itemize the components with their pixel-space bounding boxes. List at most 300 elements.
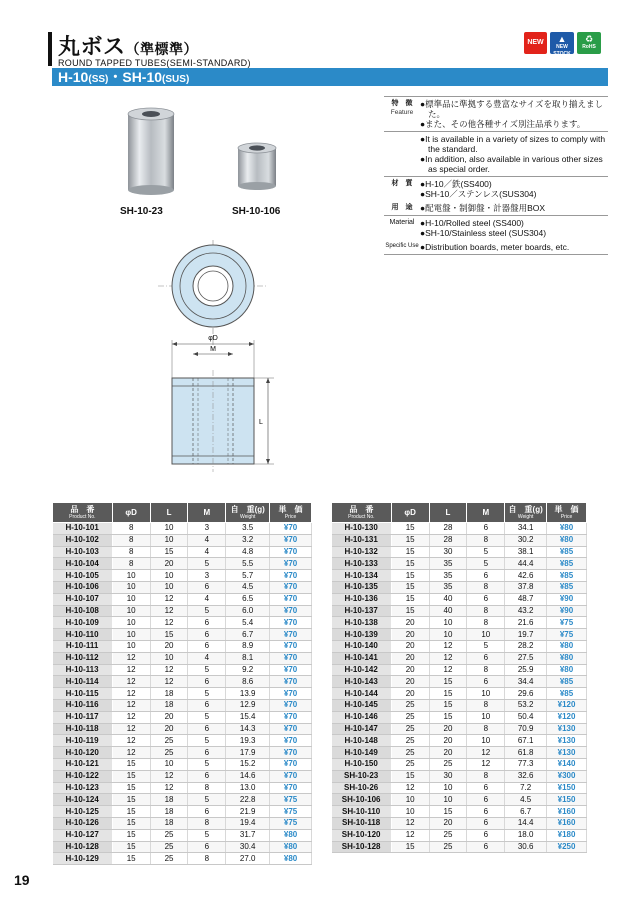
cell-price: ¥70 bbox=[270, 581, 312, 593]
cell-weight: 13.0 bbox=[226, 782, 270, 794]
product-photo-sh-10-23 bbox=[120, 104, 182, 196]
cell-weight: 22.8 bbox=[226, 794, 270, 806]
cell-diameter: 25 bbox=[391, 711, 429, 723]
cell-diameter: 10 bbox=[112, 605, 150, 617]
cell-thread: 10 bbox=[467, 735, 505, 747]
cell-price: ¥75 bbox=[270, 817, 312, 829]
cell-diameter: 25 bbox=[391, 699, 429, 711]
cell-length: 12 bbox=[429, 652, 467, 664]
cell-length: 12 bbox=[429, 640, 467, 652]
cell-product-no: H-10-137 bbox=[332, 605, 392, 617]
cell-diameter: 15 bbox=[112, 853, 150, 865]
table-row bbox=[53, 652, 312, 664]
cell-weight: 13.9 bbox=[226, 688, 270, 700]
cell-thread: 8 bbox=[467, 664, 505, 676]
cell-thread: 6 bbox=[467, 794, 505, 806]
cell-thread: 6 bbox=[188, 841, 226, 853]
cell-price: ¥150 bbox=[547, 794, 587, 806]
table-row bbox=[53, 581, 312, 593]
cell-thread: 6 bbox=[188, 770, 226, 782]
table-row bbox=[332, 806, 587, 818]
cell-diameter: 15 bbox=[112, 829, 150, 841]
cell-thread: 5 bbox=[188, 664, 226, 676]
cell-weight: 53.2 bbox=[505, 699, 547, 711]
cell-diameter: 20 bbox=[391, 688, 429, 700]
cell-price: ¥140 bbox=[547, 758, 587, 770]
cell-diameter: 20 bbox=[391, 652, 429, 664]
table-row bbox=[53, 817, 312, 829]
cell-price: ¥70 bbox=[270, 688, 312, 700]
table-row bbox=[332, 794, 587, 806]
use-jp: ●配電盤・制御盤・計器盤用BOX bbox=[420, 203, 546, 213]
cell-product-no: H-10-124 bbox=[53, 794, 113, 806]
col-d: φD bbox=[391, 503, 429, 523]
cell-diameter: 10 bbox=[112, 629, 150, 641]
cell-weight: 28.2 bbox=[505, 640, 547, 652]
cell-product-no: H-10-128 bbox=[53, 841, 113, 853]
cell-thread: 6 bbox=[188, 676, 226, 688]
cell-diameter: 10 bbox=[112, 581, 150, 593]
cell-thread: 8 bbox=[188, 853, 226, 865]
table-row bbox=[332, 664, 587, 676]
cell-length: 18 bbox=[150, 688, 188, 700]
cell-weight: 3.2 bbox=[226, 534, 270, 546]
table-row bbox=[332, 711, 587, 723]
cell-length: 10 bbox=[150, 523, 188, 535]
cell-length: 40 bbox=[429, 593, 467, 605]
cell-price: ¥75 bbox=[547, 629, 587, 641]
cell-weight: 30.4 bbox=[226, 841, 270, 853]
cell-thread: 6 bbox=[188, 629, 226, 641]
cell-thread: 3 bbox=[188, 570, 226, 582]
spec-table-left bbox=[52, 502, 312, 865]
cell-thread: 4 bbox=[188, 593, 226, 605]
table-row bbox=[332, 629, 587, 641]
cell-diameter: 10 bbox=[112, 617, 150, 629]
cell-product-no: SH-10-128 bbox=[332, 841, 392, 853]
cell-thread: 6 bbox=[467, 829, 505, 841]
cell-thread: 6 bbox=[467, 806, 505, 818]
cell-weight: 77.3 bbox=[505, 758, 547, 770]
cell-product-no: H-10-134 bbox=[332, 570, 392, 582]
col-price: 単 価 Price bbox=[270, 503, 312, 523]
material-label-en: Material bbox=[389, 219, 415, 226]
cell-diameter: 15 bbox=[391, 546, 429, 558]
cell-weight: 14.3 bbox=[226, 723, 270, 735]
cell-product-no: H-10-131 bbox=[332, 534, 392, 546]
table-row bbox=[332, 558, 587, 570]
cell-diameter: 10 bbox=[391, 794, 429, 806]
cell-length: 28 bbox=[429, 523, 467, 535]
cell-thread: 8 bbox=[188, 817, 226, 829]
cell-thread: 10 bbox=[467, 688, 505, 700]
cell-diameter: 15 bbox=[391, 558, 429, 570]
cell-thread: 6 bbox=[188, 747, 226, 759]
cell-thread: 8 bbox=[467, 770, 505, 782]
cell-thread: 8 bbox=[467, 699, 505, 711]
table-row bbox=[53, 688, 312, 700]
cell-thread: 8 bbox=[188, 782, 226, 794]
cell-product-no: H-10-145 bbox=[332, 699, 392, 711]
cell-product-no: H-10-102 bbox=[53, 534, 113, 546]
cell-price: ¥90 bbox=[547, 593, 587, 605]
cell-thread: 5 bbox=[188, 794, 226, 806]
table-row bbox=[53, 699, 312, 711]
cell-weight: 21.6 bbox=[505, 617, 547, 629]
cell-price: ¥70 bbox=[270, 699, 312, 711]
model-h-material: (SS) bbox=[88, 74, 109, 85]
cell-price: ¥70 bbox=[270, 546, 312, 558]
cell-length: 10 bbox=[150, 570, 188, 582]
title-accent-bar bbox=[48, 32, 52, 66]
cell-diameter: 15 bbox=[391, 770, 429, 782]
cell-length: 28 bbox=[429, 534, 467, 546]
table-row bbox=[332, 652, 587, 664]
table-row bbox=[332, 570, 587, 582]
model-sh: SH-10 bbox=[122, 69, 163, 85]
cell-product-no: H-10-143 bbox=[332, 676, 392, 688]
photo-label-right: SH-10-106 bbox=[232, 206, 281, 217]
cell-thread: 6 bbox=[188, 723, 226, 735]
cell-length: 10 bbox=[150, 652, 188, 664]
cell-diameter: 20 bbox=[391, 676, 429, 688]
cell-diameter: 15 bbox=[391, 523, 429, 535]
use-row-jp bbox=[384, 201, 608, 216]
feature-row-en bbox=[384, 132, 608, 177]
cell-product-no: H-10-108 bbox=[53, 605, 113, 617]
cell-product-no: H-10-149 bbox=[332, 747, 392, 759]
cell-weight: 4.5 bbox=[505, 794, 547, 806]
cell-product-no: H-10-105 bbox=[53, 570, 113, 582]
cell-length: 25 bbox=[150, 829, 188, 841]
feature-en-1: ●It is available in a variety of sizes to comply with the standard. bbox=[420, 134, 606, 154]
cell-product-no: H-10-135 bbox=[332, 581, 392, 593]
table-row bbox=[53, 617, 312, 629]
table-row bbox=[53, 782, 312, 794]
cell-price: ¥80 bbox=[547, 640, 587, 652]
cell-weight: 44.4 bbox=[505, 558, 547, 570]
cell-diameter: 15 bbox=[112, 758, 150, 770]
cell-price: ¥70 bbox=[270, 523, 312, 535]
cell-thread: 5 bbox=[467, 640, 505, 652]
cell-length: 25 bbox=[150, 841, 188, 853]
dim-m: M bbox=[210, 346, 216, 353]
cell-diameter: 15 bbox=[112, 841, 150, 853]
table-row bbox=[332, 581, 587, 593]
cell-weight: 32.6 bbox=[505, 770, 547, 782]
cell-length: 20 bbox=[429, 723, 467, 735]
cell-product-no: H-10-122 bbox=[53, 770, 113, 782]
cell-length: 30 bbox=[429, 770, 467, 782]
cell-length: 10 bbox=[429, 629, 467, 641]
cell-thread: 6 bbox=[467, 570, 505, 582]
table-row bbox=[53, 534, 312, 546]
cell-thread: 5 bbox=[188, 735, 226, 747]
cell-weight: 30.2 bbox=[505, 534, 547, 546]
table-row bbox=[332, 782, 587, 794]
cell-product-no: H-10-109 bbox=[53, 617, 113, 629]
cell-diameter: 20 bbox=[391, 617, 429, 629]
cell-thread: 12 bbox=[467, 758, 505, 770]
material-en-1: ●H-10/Rolled steel (SS400) bbox=[420, 218, 524, 228]
cell-thread: 6 bbox=[188, 617, 226, 629]
cell-price: ¥130 bbox=[547, 723, 587, 735]
cell-diameter: 15 bbox=[391, 534, 429, 546]
cell-weight: 6.7 bbox=[505, 806, 547, 818]
cell-length: 20 bbox=[150, 640, 188, 652]
cell-thread: 4 bbox=[188, 534, 226, 546]
cell-weight: 6.7 bbox=[226, 629, 270, 641]
cell-price: ¥70 bbox=[270, 676, 312, 688]
cell-product-no: H-10-116 bbox=[53, 699, 113, 711]
col-price: 単 価 Price bbox=[547, 503, 587, 523]
cell-product-no: H-10-141 bbox=[332, 652, 392, 664]
cell-length: 15 bbox=[150, 629, 188, 641]
model-banner bbox=[52, 68, 608, 86]
cell-price: ¥70 bbox=[270, 747, 312, 759]
cell-diameter: 10 bbox=[112, 570, 150, 582]
cell-length: 20 bbox=[150, 711, 188, 723]
cell-length: 12 bbox=[429, 664, 467, 676]
cell-diameter: 25 bbox=[391, 758, 429, 770]
cell-product-no: H-10-123 bbox=[53, 782, 113, 794]
cell-diameter: 8 bbox=[112, 558, 150, 570]
cell-weight: 5.4 bbox=[226, 617, 270, 629]
cell-weight: 6.5 bbox=[226, 593, 270, 605]
page-title: 丸ボス（準標準） bbox=[58, 34, 199, 59]
cell-weight: 15.2 bbox=[226, 758, 270, 770]
cell-price: ¥90 bbox=[547, 605, 587, 617]
cell-product-no: H-10-111 bbox=[53, 640, 113, 652]
cell-price: ¥130 bbox=[547, 747, 587, 759]
cell-price: ¥120 bbox=[547, 711, 587, 723]
page-subtitle-en: ROUND TAPPED TUBES(SEMI-STANDARD) bbox=[58, 58, 251, 68]
cell-price: ¥80 bbox=[547, 652, 587, 664]
cell-price: ¥70 bbox=[270, 664, 312, 676]
cell-thread: 8 bbox=[467, 534, 505, 546]
cell-length: 18 bbox=[150, 794, 188, 806]
table-row bbox=[53, 523, 312, 535]
dim-l: L bbox=[259, 419, 263, 426]
cell-diameter: 12 bbox=[391, 782, 429, 794]
table-row bbox=[332, 817, 587, 829]
feature-box bbox=[384, 96, 608, 255]
cell-diameter: 8 bbox=[112, 534, 150, 546]
cell-price: ¥70 bbox=[270, 629, 312, 641]
cell-thread: 5 bbox=[188, 711, 226, 723]
cell-length: 15 bbox=[429, 806, 467, 818]
cell-weight: 18.0 bbox=[505, 829, 547, 841]
cell-price: ¥70 bbox=[270, 617, 312, 629]
use-label-jp: 用 途 bbox=[391, 204, 413, 211]
cell-diameter: 10 bbox=[112, 640, 150, 652]
cell-product-no: H-10-113 bbox=[53, 664, 113, 676]
cell-price: ¥70 bbox=[270, 570, 312, 582]
cell-thread: 6 bbox=[188, 806, 226, 818]
cell-price: ¥80 bbox=[547, 534, 587, 546]
cell-weight: 29.6 bbox=[505, 688, 547, 700]
cell-length: 25 bbox=[429, 829, 467, 841]
cell-product-no: H-10-133 bbox=[332, 558, 392, 570]
cell-price: ¥80 bbox=[270, 829, 312, 841]
table-row bbox=[332, 735, 587, 747]
cell-length: 25 bbox=[150, 747, 188, 759]
cell-weight: 50.4 bbox=[505, 711, 547, 723]
cell-product-no: H-10-126 bbox=[53, 817, 113, 829]
cell-length: 15 bbox=[150, 546, 188, 558]
cell-length: 20 bbox=[150, 723, 188, 735]
use-label-en: Specific Use bbox=[385, 243, 419, 249]
table-row bbox=[53, 593, 312, 605]
cell-weight: 37.8 bbox=[505, 581, 547, 593]
cell-thread: 6 bbox=[467, 523, 505, 535]
feature-row-jp bbox=[384, 96, 608, 132]
cell-price: ¥70 bbox=[270, 735, 312, 747]
cell-price: ¥70 bbox=[270, 652, 312, 664]
cell-weight: 34.1 bbox=[505, 523, 547, 535]
cell-length: 25 bbox=[150, 853, 188, 865]
cell-weight: 3.5 bbox=[226, 523, 270, 535]
table-row bbox=[53, 806, 312, 818]
cell-thread: 4 bbox=[188, 652, 226, 664]
cell-diameter: 15 bbox=[112, 770, 150, 782]
cell-product-no: H-10-121 bbox=[53, 758, 113, 770]
cell-price: ¥160 bbox=[547, 806, 587, 818]
table-row bbox=[53, 747, 312, 759]
cell-length: 12 bbox=[150, 676, 188, 688]
rohs-badge: ♻ RoHS bbox=[577, 32, 601, 54]
table-row bbox=[53, 546, 312, 558]
cell-weight: 42.6 bbox=[505, 570, 547, 582]
cell-thread: 8 bbox=[467, 581, 505, 593]
cell-product-no: SH-10-23 bbox=[332, 770, 392, 782]
page-title-sub: （準標準） bbox=[125, 41, 199, 57]
cell-product-no: H-10-129 bbox=[53, 853, 113, 865]
cell-product-no: H-10-147 bbox=[332, 723, 392, 735]
cell-diameter: 15 bbox=[391, 841, 429, 853]
cell-price: ¥300 bbox=[547, 770, 587, 782]
model-sh-material: (SUS) bbox=[162, 74, 190, 85]
cell-length: 25 bbox=[429, 841, 467, 853]
cell-diameter: 12 bbox=[112, 723, 150, 735]
table-row bbox=[332, 770, 587, 782]
cell-price: ¥70 bbox=[270, 711, 312, 723]
cell-product-no: SH-10-26 bbox=[332, 782, 392, 794]
cell-price: ¥70 bbox=[270, 723, 312, 735]
cell-diameter: 12 bbox=[112, 735, 150, 747]
cell-product-no: H-10-117 bbox=[53, 711, 113, 723]
cell-length: 18 bbox=[150, 817, 188, 829]
table-row bbox=[53, 711, 312, 723]
cell-weight: 27.0 bbox=[226, 853, 270, 865]
col-m: M bbox=[188, 503, 226, 523]
col-l: L bbox=[429, 503, 467, 523]
table-row bbox=[332, 640, 587, 652]
cell-product-no: H-10-150 bbox=[332, 758, 392, 770]
table-row bbox=[332, 841, 587, 853]
table-row bbox=[53, 829, 312, 841]
cell-diameter: 20 bbox=[391, 629, 429, 641]
cell-price: ¥70 bbox=[270, 534, 312, 546]
table-row bbox=[53, 605, 312, 617]
cell-weight: 5.5 bbox=[226, 558, 270, 570]
cell-diameter: 12 bbox=[112, 711, 150, 723]
table-row bbox=[332, 676, 587, 688]
cell-thread: 6 bbox=[467, 782, 505, 794]
cell-weight: 21.9 bbox=[226, 806, 270, 818]
table-row bbox=[53, 570, 312, 582]
cell-weight: 7.2 bbox=[505, 782, 547, 794]
model-h: H-10 bbox=[58, 69, 89, 85]
cell-price: ¥85 bbox=[547, 570, 587, 582]
cell-product-no: H-10-140 bbox=[332, 640, 392, 652]
cell-price: ¥75 bbox=[547, 617, 587, 629]
recycle-icon: ♻ bbox=[584, 34, 594, 44]
cell-thread: 6 bbox=[188, 640, 226, 652]
cell-weight: 70.9 bbox=[505, 723, 547, 735]
cell-price: ¥75 bbox=[270, 794, 312, 806]
cell-thread: 5 bbox=[188, 605, 226, 617]
cell-weight: 14.6 bbox=[226, 770, 270, 782]
cell-thread: 5 bbox=[188, 558, 226, 570]
cell-product-no: H-10-120 bbox=[53, 747, 113, 759]
cell-product-no: H-10-138 bbox=[332, 617, 392, 629]
cell-weight: 34.4 bbox=[505, 676, 547, 688]
cell-diameter: 15 bbox=[112, 817, 150, 829]
cell-price: ¥85 bbox=[547, 558, 587, 570]
cell-length: 35 bbox=[429, 570, 467, 582]
table-row bbox=[332, 699, 587, 711]
cell-product-no: H-10-125 bbox=[53, 806, 113, 818]
cell-weight: 6.0 bbox=[226, 605, 270, 617]
cell-price: ¥80 bbox=[270, 853, 312, 865]
cell-product-no: H-10-144 bbox=[332, 688, 392, 700]
cell-price: ¥70 bbox=[270, 758, 312, 770]
cell-weight: 8.6 bbox=[226, 676, 270, 688]
cell-diameter: 15 bbox=[391, 593, 429, 605]
cell-diameter: 10 bbox=[112, 593, 150, 605]
cell-weight: 31.7 bbox=[226, 829, 270, 841]
cell-length: 35 bbox=[429, 581, 467, 593]
table-row bbox=[53, 853, 312, 865]
cell-thread: 10 bbox=[467, 711, 505, 723]
cell-diameter: 12 bbox=[112, 688, 150, 700]
cell-weight: 30.6 bbox=[505, 841, 547, 853]
cell-length: 40 bbox=[429, 605, 467, 617]
cell-product-no: H-10-104 bbox=[53, 558, 113, 570]
cell-length: 15 bbox=[429, 688, 467, 700]
cell-price: ¥70 bbox=[270, 605, 312, 617]
cell-length: 18 bbox=[150, 699, 188, 711]
cell-thread: 6 bbox=[467, 841, 505, 853]
table-row bbox=[53, 841, 312, 853]
table-row bbox=[53, 758, 312, 770]
cell-length: 20 bbox=[150, 558, 188, 570]
cell-price: ¥70 bbox=[270, 770, 312, 782]
cell-weight: 4.5 bbox=[226, 581, 270, 593]
cell-thread: 6 bbox=[467, 817, 505, 829]
cell-thread: 8 bbox=[467, 605, 505, 617]
cell-diameter: 15 bbox=[112, 782, 150, 794]
cell-product-no: H-10-118 bbox=[53, 723, 113, 735]
cell-diameter: 25 bbox=[391, 747, 429, 759]
cell-price: ¥250 bbox=[547, 841, 587, 853]
cell-diameter: 15 bbox=[391, 570, 429, 582]
cell-price: ¥130 bbox=[547, 735, 587, 747]
cell-weight: 61.8 bbox=[505, 747, 547, 759]
cell-price: ¥80 bbox=[547, 523, 587, 535]
cell-diameter: 12 bbox=[112, 747, 150, 759]
